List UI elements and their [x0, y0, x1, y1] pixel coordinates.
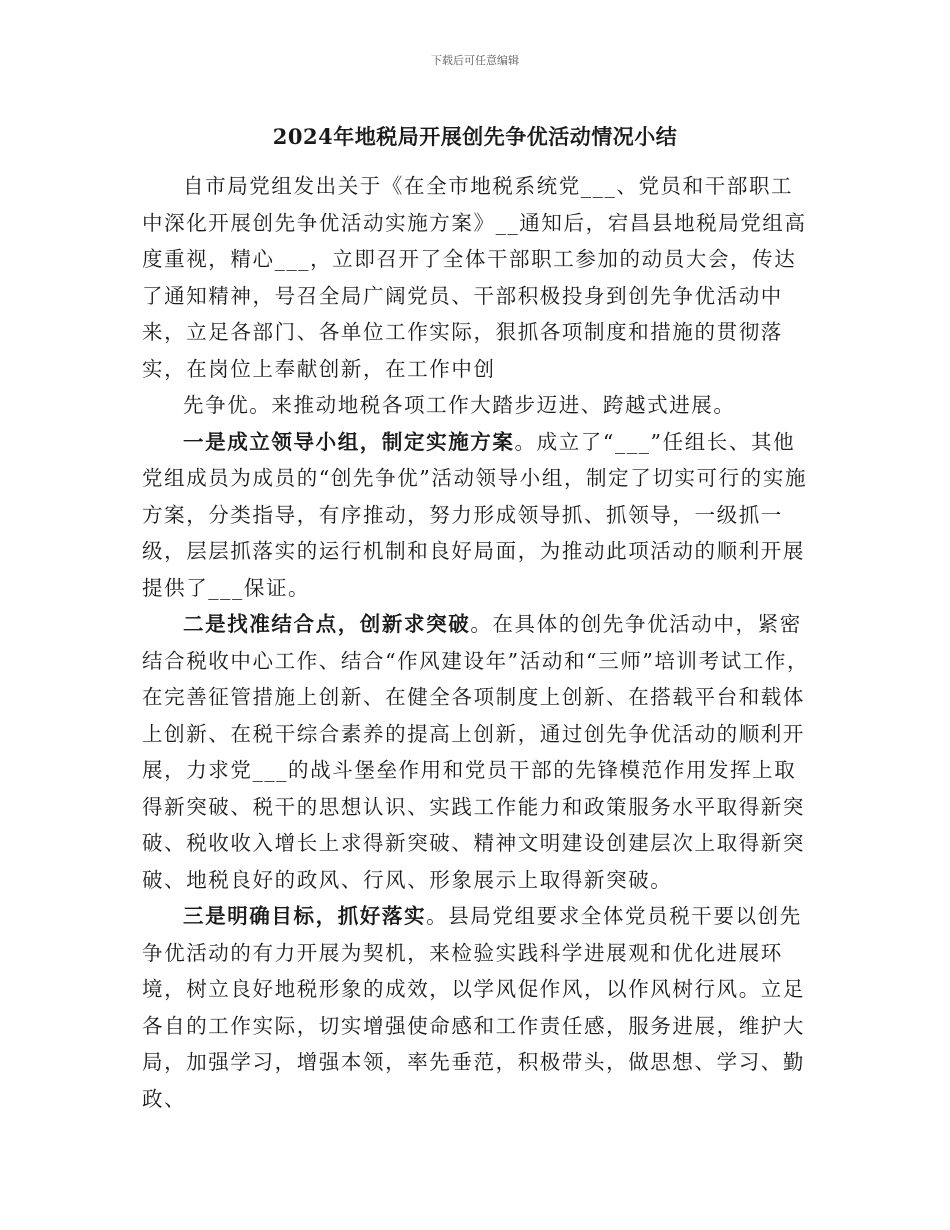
- section-1-paragraph: [142, 424, 812, 607]
- section-2-text: 。在具体的创先争优活动中，紧密结合税收中心工作、结合“作风建设年”活动和“三师”培训考试工作，在完善征管措施上创新、在健全各项制度上创新、在搭载平台和载体上创新、在税干综合素养的提高上创新，通过创先争优活动的顺利开展，力求党___的战斗堡垒作用和党员干部的先锋模范作用发挥上取得新突破、税干的思想认识、实践工作能力和政策服务水平取得新突破、税收收入增长上求得新突破、精神文明建设创建层次上取得新突破、地税良好的政风、行风、形象展示上取得新突破。: [142, 612, 810, 892]
- section-1-heading: 一是成立领导小组，制定实施方案: [183, 429, 515, 454]
- document-title: 2024年地税局开展创先争优活动情况小结: [272, 124, 678, 149]
- section-2-paragraph: [142, 606, 812, 898]
- section-3-text: 。县局党组要求全体党员税干要以创先争优活动的有力开展为契机，来检验实践科学进展观和优化进展环境，树立良好地税形象的成效，以学风促作风，以作风树行风。立足各自的工作实际，切实增强使命感和工作责任感，服务进展，维护大局，加强学习，增强本领，率先垂范，积极带头，做思想、学习、勤政、: [142, 904, 805, 1111]
- page-header: 下载后可任意编辑: [431, 54, 519, 67]
- document-body: [142, 168, 812, 1117]
- section-1-text: 。成立了“___”任组长、其他党组成员为成员的“创先争优”活动领导小组，制定了切实可行的实施方案，分类指导，有序推动，努力形成领导抓、抓领导，一级抓一级，层层抓落实的运行机制和良好局面，为推动此项活动的顺利开展提供了___保证。: [142, 429, 808, 600]
- intro-continuation: [142, 387, 812, 424]
- section-2-heading: 二是找准结合点，创新求突破: [183, 612, 471, 636]
- section-3-heading: 三是明确目标，抓好落实: [183, 904, 427, 928]
- section-3-paragraph: [142, 898, 812, 1117]
- intro-continuation-text: 先争优。来推动地税各项工作大踏步迈进、跨越式进展。: [183, 393, 736, 417]
- intro-paragraph: 自市局党组发出关于《在全市地税系统党___、党员和干部职工中深化开展创先争优活动实施方案》__通知后，宕昌县地税局党组高度重视，精心___，立即召开了全体干部职工参加的动员大会，传达了通知精神，号召全局广阔党员、干部积极投身到创先争优活动中来，立足各部门、各单位工作实际，狠抓各项制度和措施的贯彻落实，在岗位上奉献创新，在工作中创: [142, 174, 807, 381]
